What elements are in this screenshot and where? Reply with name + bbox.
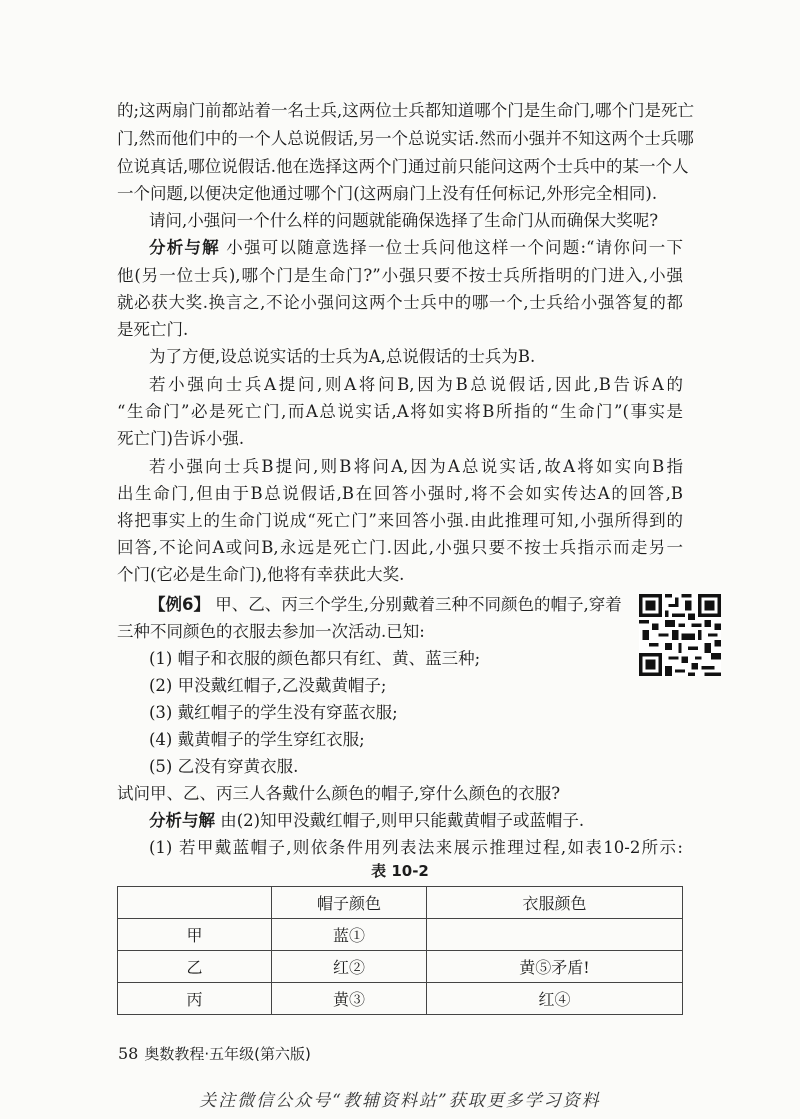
condition-item: (2) 甲没戴红帽子,乙没戴黄帽子; <box>149 676 387 695</box>
table-cell <box>427 919 683 951</box>
text-line: 一个问题,以便决定他通过哪个门(这两扇门上没有任何标记,外形完全相同). <box>117 184 658 203</box>
text-line: 死亡门)告诉小强. <box>117 429 245 448</box>
table-caption: 表 10-2 <box>371 862 429 880</box>
text-line <box>149 237 683 259</box>
text-line: 他(另一位士兵),哪个门是生命门?”小强只要不按士兵所指明的门进入,小强 <box>117 266 683 285</box>
table-cell: 乙 <box>118 951 272 983</box>
reasoning-table <box>117 886 683 1015</box>
table-cell: 黄⑤矛盾! <box>427 951 683 983</box>
text-span: 小强可以随意选择一位士兵问他这样一个问题:“请你问一下 <box>219 238 683 257</box>
text-line: 位说真话,哪位说假话.他在选择这两个门通过前只能问这两个士兵中的某一个人 <box>117 157 689 176</box>
text-span: 甲、乙、丙三个学生,分别戴着三种不同颜色的帽子,穿着 <box>209 595 622 614</box>
text-line: 是死亡门. <box>117 320 189 339</box>
table-cell: 红④ <box>427 983 683 1015</box>
text-line <box>149 810 683 832</box>
table-cell: 甲 <box>118 919 272 951</box>
text-line: 回答,不论问A或问B,永远是死亡门.因此,小强只要不按士兵指示而走另一 <box>117 538 683 557</box>
text-line <box>149 594 622 616</box>
watermark-text: 关注微信公众号“教辅资料站”获取更多学习资料 <box>199 1091 601 1111</box>
condition-item: (1) 帽子和衣服的颜色都只有红、黄、蓝三种; <box>149 649 481 668</box>
table-header-row <box>118 887 683 919</box>
table-header-cell <box>118 887 272 919</box>
example-label: 【例6】 <box>149 595 210 614</box>
text-line: (1) 若甲戴蓝帽子,则依条件用列表法来展示推理过程,如表10-2所示: <box>149 838 683 857</box>
book-title: 奥数教程·五年级(第六版) <box>144 1045 311 1063</box>
page-footer <box>118 1043 311 1064</box>
condition-item: (5) 乙没有穿黄衣服. <box>149 757 299 776</box>
text-span: 由(2)知甲没戴红帽子,则甲只能戴黄帽子或蓝帽子. <box>215 811 585 830</box>
table-row <box>118 951 683 983</box>
table-cell: 丙 <box>118 983 272 1015</box>
text-line: “生命门”必是死亡门,而A总说实话,A将如实将B所指的“生命门”(事实是 <box>117 402 683 421</box>
table-cell: 黄③ <box>272 983 427 1015</box>
table-cell: 红② <box>272 951 427 983</box>
table-row <box>118 919 683 951</box>
question-line: 试问甲、乙、丙三人各戴什么颜色的帽子,穿什么颜色的衣服? <box>117 784 561 803</box>
table-header-cell: 衣服颜色 <box>427 887 683 919</box>
text-line: 就必获大奖.换言之,不论小强问这两个士兵中的哪一个,士兵给小强答复的都 <box>117 293 683 312</box>
text-line: 个门(它必是生命门),他将有幸获此大奖. <box>117 565 405 584</box>
condition-item: (4) 戴黄帽子的学生穿红衣服; <box>149 730 365 749</box>
text-line: 门,然而他们中的一个人总说假话,另一个总说实话.然而小强并不知这两个士兵哪 <box>117 129 694 148</box>
text-line: 为了方便,设总说实话的士兵为A,总说假话的士兵为B. <box>149 347 536 366</box>
analysis-label: 分析与解 <box>149 238 220 257</box>
text-line: 若小强向士兵B提问,则B将问A,因为A总说实话,故A将如实向B指 <box>149 457 683 476</box>
text-line: 若小强向士兵A提问,则A将问B,因为B总说假话,因此,B告诉A的 <box>149 375 683 394</box>
text-line: 的;这两扇门前都站着一名士兵,这两位士兵都知道哪个门是生命门,哪个门是死亡 <box>117 101 695 120</box>
condition-item: (3) 戴红帽子的学生没有穿蓝衣服; <box>149 703 398 722</box>
table-header-cell: 帽子颜色 <box>272 887 427 919</box>
page-number: 58 <box>118 1044 139 1063</box>
analysis-label: 分析与解 <box>149 811 215 830</box>
text-line: 将把事实上的生命门说成“死亡门”来回答小强.由此推理可知,小强所得到的 <box>117 511 683 530</box>
qr-code-icon[interactable] <box>639 594 721 676</box>
text-line: 出生命门,但由于B总说假话,B在回答小强时,将不会如实传达A的回答,B <box>117 484 683 503</box>
question-line: 请问,小强问一个什么样的问题就能确保选择了生命门从而确保大奖呢? <box>149 211 659 230</box>
text-line: 三种不同颜色的衣服去参加一次活动.已知: <box>117 622 425 641</box>
table-row <box>118 983 683 1015</box>
table-cell: 蓝① <box>272 919 427 951</box>
